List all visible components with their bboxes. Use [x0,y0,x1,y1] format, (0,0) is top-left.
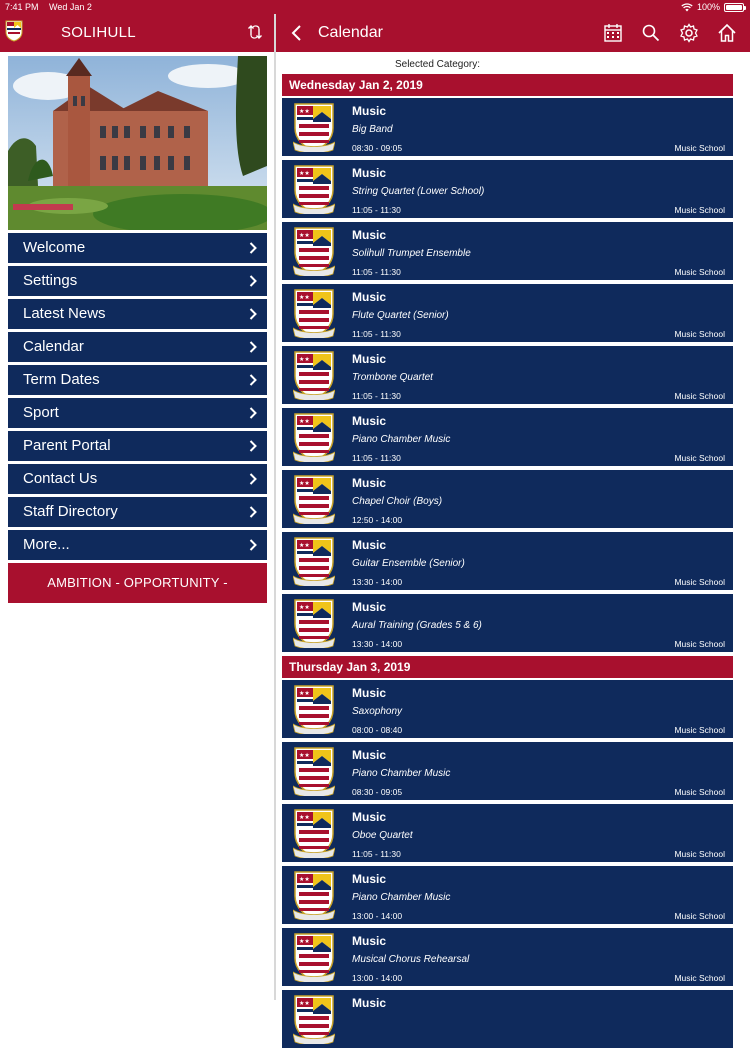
event-category: Music [352,476,387,490]
menu-item-contact-us[interactable] [8,464,267,494]
event-location: Music School [674,639,725,649]
event-category: Music [352,104,387,118]
event-category: Music [352,290,387,304]
menu-item-welcome[interactable] [8,233,267,263]
event-location: Music School [674,577,725,587]
svg-text:★★: ★★ [299,108,310,115]
event-name: Saxophony [352,706,403,717]
event-category: Music [352,934,387,948]
chevron-right-icon [249,506,257,518]
event-name: Trombone Quartet [352,372,433,383]
back-chevron-icon[interactable] [290,24,304,42]
school-crest-icon [293,684,335,734]
sync-icon[interactable] [246,23,264,41]
calendar-event-list [282,74,733,1052]
school-crest-icon [293,226,335,276]
page-title: Calendar [318,24,383,41]
menu-item-label: Settings [23,272,78,289]
event-item[interactable] [282,284,733,342]
menu-item-sport[interactable] [8,398,267,428]
event-location: Music School [674,143,725,153]
event-time: 13:00 - 14:00 [352,911,403,921]
battery-percent: 100% [696,2,720,12]
event-category: Music [352,686,387,700]
menu-item-label: More... [23,536,70,553]
event-location: Music School [674,973,725,983]
event-time: 08:00 - 08:40 [352,725,403,735]
school-building-photo [8,56,267,230]
event-name: Piano Chamber Music [352,892,451,903]
event-item[interactable] [282,990,733,1048]
event-location: Music School [674,725,725,735]
school-crest-icon [293,746,335,796]
svg-text:★★: ★★ [299,418,310,425]
chevron-right-icon [249,275,257,287]
event-time: 08:30 - 09:05 [352,143,403,153]
event-time: 08:30 - 09:05 [352,787,403,797]
menu-item-more[interactable] [8,530,267,560]
school-crest-icon [293,288,335,338]
event-time: 11:05 - 11:30 [352,329,401,339]
battery-icon [724,3,744,12]
menu-item-label: Latest News [23,305,106,322]
event-name: Piano Chamber Music [352,434,451,445]
svg-text:★★: ★★ [299,690,310,697]
day-header: Thursday Jan 3, 2019 [282,656,733,678]
school-crest-icon [293,808,335,858]
svg-text:★★: ★★ [299,938,310,945]
svg-text:★★: ★★ [299,542,310,549]
event-item[interactable] [282,680,733,738]
svg-text:★★: ★★ [299,232,310,239]
menu-item-label: Staff Directory [23,503,118,520]
school-crest-icon [293,164,335,214]
event-name: String Quartet (Lower School) [352,186,485,197]
event-location: Music School [674,849,725,859]
menu-item-term-dates[interactable] [8,365,267,395]
event-name: Aural Training (Grades 5 & 6) [352,620,482,631]
menu-item-label: Welcome [23,239,86,256]
svg-text:★★: ★★ [299,356,310,363]
chevron-right-icon [249,440,257,452]
event-category: Music [352,166,387,180]
event-time: 13:30 - 14:00 [352,577,403,587]
event-category: Music [352,228,387,242]
school-crest-icon [293,350,335,400]
event-item[interactable] [282,222,733,280]
school-crest-icon[interactable] [5,20,23,42]
event-item[interactable] [282,470,733,528]
event-location: Music School [674,391,725,401]
menu-item-settings[interactable] [8,266,267,296]
event-category: Music [352,996,387,1010]
search-icon[interactable] [641,23,661,43]
chevron-right-icon [249,473,257,485]
event-time: 13:30 - 14:00 [352,639,403,649]
school-crest-icon [293,474,335,524]
event-name: Solihull Trumpet Ensemble [352,248,471,259]
menu-item-latest-news[interactable] [8,299,267,329]
chevron-right-icon [249,374,257,386]
event-category: Music [352,538,387,552]
event-category: Music [352,748,387,762]
school-crest-icon [293,870,335,920]
status-bar [0,0,750,14]
event-item[interactable] [282,346,733,404]
wifi-icon [681,3,693,12]
event-time: 11:05 - 11:30 [352,391,401,401]
school-crest-icon [293,102,335,152]
event-time: 11:05 - 11:30 [352,849,401,859]
event-item[interactable] [282,408,733,466]
chevron-right-icon [249,407,257,419]
event-location: Music School [674,787,725,797]
selected-category-label: Selected Category: [394,59,481,70]
school-crest-icon [293,536,335,586]
event-location: Music School [674,329,725,339]
right-header [276,14,750,52]
svg-text:★★: ★★ [299,752,310,759]
chevron-right-icon [249,539,257,551]
chevron-right-icon [249,341,257,353]
school-crest-icon [293,412,335,462]
event-category: Music [352,810,387,824]
event-name: Big Band [352,124,393,135]
event-name: Piano Chamber Music [352,768,451,779]
event-time: 11:05 - 11:30 [352,453,401,463]
menu-item-label: Contact Us [23,470,98,487]
event-time: 12:50 - 14:00 [352,515,403,525]
event-time: 11:05 - 11:30 [352,205,401,215]
app-title: SOLIHULL [61,24,136,41]
school-crest-icon [293,932,335,982]
svg-text:★★: ★★ [299,876,310,883]
event-time: 13:00 - 14:00 [352,973,403,983]
event-item[interactable] [282,804,733,862]
event-category: Music [352,352,387,366]
gear-icon[interactable] [679,23,699,43]
school-motto-banner: AMBITION - OPPORTUNITY - COMMUNITY [8,563,267,603]
svg-text:★★: ★★ [299,170,310,177]
menu-item-label: Term Dates [23,371,100,388]
event-item[interactable] [282,594,733,652]
event-name: Guitar Ensemble (Senior) [352,558,465,569]
event-location: Music School [674,267,725,277]
svg-text:★★: ★★ [299,1000,310,1007]
day-header: Wednesday Jan 2, 2019 [282,74,733,96]
svg-text:★★: ★★ [299,294,310,301]
chevron-right-icon [249,308,257,320]
event-item[interactable] [282,742,733,800]
event-name: Oboe Quartet [352,830,413,841]
menu-item-label: Parent Portal [23,437,111,454]
event-name: Chapel Choir (Boys) [352,496,443,507]
menu-item-parent-portal[interactable] [8,431,267,461]
event-location: Music School [674,453,725,463]
svg-text:★★: ★★ [299,480,310,487]
event-category: Music [352,600,387,614]
event-item[interactable] [282,532,733,590]
svg-text:★★: ★★ [299,814,310,821]
menu-item-label: Calendar [23,338,84,355]
event-category: Music [352,414,387,428]
status-time: 7:41 PM [5,2,39,12]
event-item[interactable] [282,928,733,986]
event-item[interactable] [282,98,733,156]
menu-item-calendar[interactable] [8,332,267,362]
event-name: Musical Chorus Rehearsal [352,954,470,965]
event-name: Flute Quartet (Senior) [352,310,449,321]
event-item[interactable] [282,160,733,218]
side-menu [8,233,267,563]
event-time: 11:05 - 11:30 [352,267,401,277]
event-location: Music School [674,911,725,921]
svg-text:★★: ★★ [299,604,310,611]
calendar-icon[interactable] [603,23,623,43]
menu-item-label: Sport [23,404,59,421]
left-header [0,14,274,52]
event-category: Music [352,872,387,886]
home-icon[interactable] [717,23,737,43]
chevron-right-icon [249,242,257,254]
event-location: Music School [674,205,725,215]
pane-divider [274,14,276,1000]
status-date: Wed Jan 2 [49,2,92,12]
school-crest-icon [293,994,335,1044]
school-crest-icon [293,598,335,648]
event-item[interactable] [282,866,733,924]
menu-item-staff-directory[interactable] [8,497,267,527]
